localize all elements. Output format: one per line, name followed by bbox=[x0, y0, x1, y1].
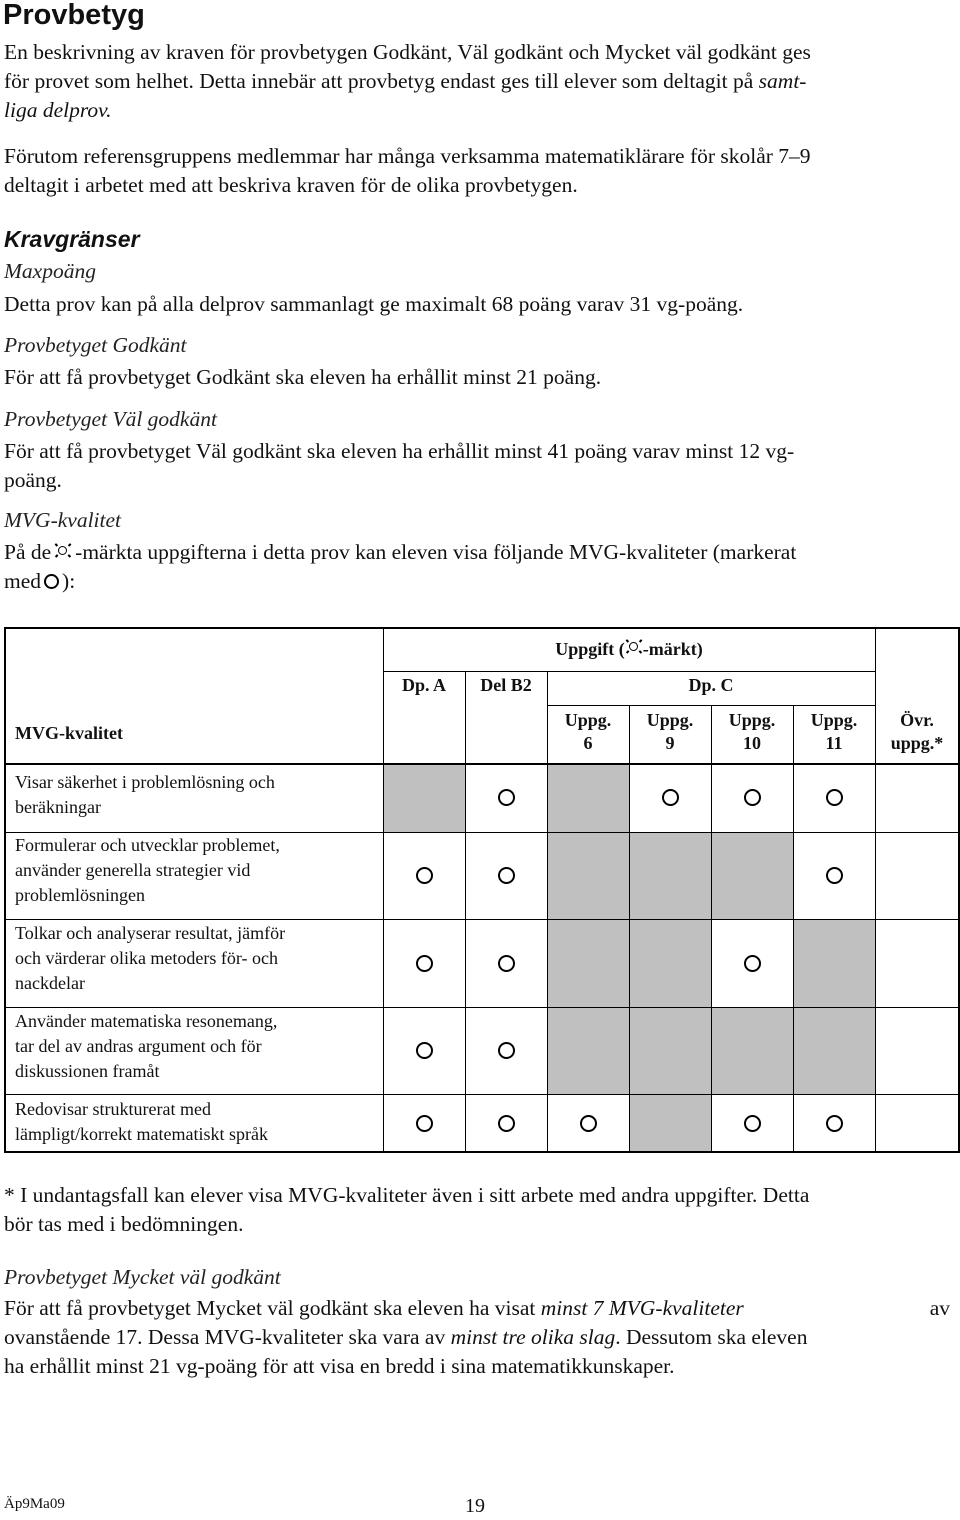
mvg-mark-circle-icon bbox=[498, 789, 515, 806]
section-heading: Kravgränser bbox=[4, 226, 140, 252]
mvg-betyg-part bbox=[4, 1294, 744, 1323]
mvg-mark-circle-icon bbox=[826, 1115, 843, 1132]
mvg-betyg-text-part: . Dessutom ska eleven bbox=[615, 1325, 808, 1349]
mvg-mark-circle-icon bbox=[498, 955, 515, 972]
header-line: Uppg. bbox=[646, 710, 694, 730]
mvg-mark-circle-icon bbox=[498, 1042, 515, 1059]
reference-line: Förutom referensgruppens medlemmar har många verksamma matematiklärare för skolår 7–9 bbox=[4, 144, 811, 168]
mvg-mark-circle-icon bbox=[416, 1042, 433, 1059]
row-label-line: problemlösningen bbox=[15, 885, 145, 905]
header-line: 11 bbox=[825, 733, 843, 753]
mvg-betyg-line bbox=[4, 1323, 950, 1352]
mvg-mark-circle-icon bbox=[498, 1115, 515, 1132]
marks-layer bbox=[4, 627, 959, 1153]
intro-italic: liga delprov. bbox=[4, 98, 112, 122]
mvg-text-part: -märkta uppgifterna i detta prov kan eleven visa följande MVG-kvaliteter (markerat bbox=[75, 540, 797, 564]
mvg-betyg-italic: minst tre olika slag bbox=[450, 1325, 616, 1349]
mvg-text-part: ): bbox=[62, 569, 76, 593]
header-del-b2: Del B2 bbox=[480, 675, 532, 695]
mvg-line bbox=[4, 538, 950, 567]
header-dp-a: Dp. A bbox=[401, 675, 446, 695]
mvg-mark-circle-icon bbox=[744, 1115, 761, 1132]
row-label-line: diskussionen framåt bbox=[15, 1061, 160, 1081]
mvg-betyg-text bbox=[4, 1294, 950, 1381]
mvg-mark-circle-icon bbox=[416, 1115, 433, 1132]
footer-code: Äp9Ma09 bbox=[4, 1496, 65, 1512]
mvg-text-part: På de bbox=[4, 540, 52, 564]
intro-line bbox=[4, 96, 950, 125]
header-line: Uppg. bbox=[564, 710, 612, 730]
mvg-betyg-italic: minst 7 MVG-kvaliteter bbox=[540, 1296, 744, 1320]
godkant-text: För att få provbetyget Godkänt ska eleven ha erhållit minst 21 poäng. bbox=[4, 365, 602, 389]
maxpoang-heading: Maxpoäng bbox=[4, 259, 96, 283]
mvg-mark-circle-icon bbox=[744, 955, 761, 972]
mvg-table bbox=[4, 627, 959, 1153]
row-label-line: och värderar olika metoders för- och bbox=[15, 948, 279, 968]
intro-paragraph bbox=[4, 38, 950, 125]
mvg-text bbox=[4, 538, 950, 596]
mvg-mark-circle-icon bbox=[826, 789, 843, 806]
header-line: uppg.* bbox=[890, 733, 944, 753]
mvg-mark-circle-icon bbox=[498, 867, 515, 884]
valgodkant-text bbox=[4, 437, 950, 495]
mvg-mark-circle-icon bbox=[580, 1115, 597, 1132]
header-text: Uppgift ( bbox=[555, 639, 625, 659]
mvg-heading: MVG-kvalitet bbox=[4, 508, 122, 532]
godkant-heading: Provbetyget Godkänt bbox=[4, 333, 187, 357]
row-label-line: nackdelar bbox=[15, 973, 85, 993]
mvg-betyg-text-part: För att få provbetyget Mycket väl godkänt ska eleven ha visat bbox=[4, 1296, 541, 1320]
mvg-betyg-text-part: av bbox=[929, 1296, 950, 1320]
row-label-line: Visar säkerhet i problemlösning och bbox=[15, 772, 275, 792]
header-mvg-kvalitet: MVG-kvalitet bbox=[15, 723, 123, 743]
reference-paragraph bbox=[4, 142, 950, 200]
circle-mark-icon bbox=[44, 574, 59, 589]
mvg-betyg-line bbox=[4, 1294, 950, 1323]
mvg-mark-circle-icon bbox=[744, 789, 761, 806]
row-label-line: använder generella strategier vid bbox=[15, 860, 251, 880]
page-title: Provbetyg bbox=[3, 0, 145, 31]
mvg-line bbox=[4, 567, 950, 596]
footnote-line: * I undantagsfall kan elever visa MVG-kvaliteter även i sitt arbete med andra uppgifter. Detta bbox=[4, 1183, 810, 1207]
maxpoang-text: Detta prov kan på alla delprov sammanlagt ge maximalt 68 poäng varav 31 vg-poäng. bbox=[4, 292, 744, 316]
row-label-line: Tolkar och analyserar resultat, jämför bbox=[15, 923, 286, 943]
header-line: Uppg. bbox=[728, 710, 776, 730]
footnote-line: bör tas med i bedömningen. bbox=[4, 1212, 244, 1236]
valgodkant-line: För att få provbetyget Väl godkänt ska eleven ha erhållit minst 41 poäng varav minst 12 vg- bbox=[4, 439, 795, 463]
intro-line: En beskrivning av kraven för provbetygen Godkänt, Väl godkänt och Mycket väl godkänt ges bbox=[4, 40, 811, 64]
footnote bbox=[4, 1181, 950, 1239]
header-dp-c: Dp. C bbox=[688, 675, 734, 695]
header-line: Uppg. bbox=[810, 710, 858, 730]
mvg-text-part: med bbox=[4, 569, 42, 593]
header-text: -märkt) bbox=[642, 639, 703, 659]
mvg-mark-circle-icon bbox=[416, 955, 433, 972]
mvg-betyg-heading: Provbetyget Mycket väl godkänt bbox=[4, 1265, 281, 1289]
mvg-mark-circle-icon bbox=[826, 867, 843, 884]
valgodkant-line: poäng. bbox=[4, 468, 62, 492]
intro-italic: samt- bbox=[758, 69, 807, 93]
mvg-mark-circle-icon bbox=[662, 789, 679, 806]
row-label-line: lämpligt/korrekt matematiskt språk bbox=[15, 1124, 268, 1144]
mvg-betyg-text-part: ovanstående 17. Dessa MVG-kvaliteter ska vara av bbox=[4, 1325, 451, 1349]
row-label-line: beräkningar bbox=[15, 797, 101, 817]
row-label-line: Formulerar och utvecklar problemet, bbox=[15, 835, 280, 855]
mvg-betyg-line: ha erhållit minst 21 vg-poäng för att visa en bredd i sina matematikkunskaper. bbox=[4, 1354, 675, 1378]
intro-text: för provet som helhet. Detta innebär att provbetyg endast ges till elever som deltagit på bbox=[4, 69, 759, 93]
valgodkant-heading: Provbetyget Väl godkänt bbox=[4, 407, 217, 431]
row-label-line: tar del av andras argument och för bbox=[15, 1036, 262, 1056]
mvg-mark-circle-icon bbox=[416, 867, 433, 884]
header-line: 6 bbox=[583, 733, 593, 753]
header-line: 9 bbox=[665, 733, 675, 753]
reference-line: deltagit i arbetet med att beskriva kraven för de olika provbetygen. bbox=[4, 173, 578, 197]
header-line: Övr. bbox=[900, 710, 934, 730]
row-label-line: Redovisar strukturerat med bbox=[15, 1099, 211, 1119]
intro-line bbox=[4, 67, 950, 96]
currency-mark-icon bbox=[55, 544, 71, 558]
page-number: 19 bbox=[465, 1495, 485, 1517]
header-line: 10 bbox=[743, 733, 761, 753]
row-label-line: Använder matematiska resonemang, bbox=[15, 1011, 278, 1031]
